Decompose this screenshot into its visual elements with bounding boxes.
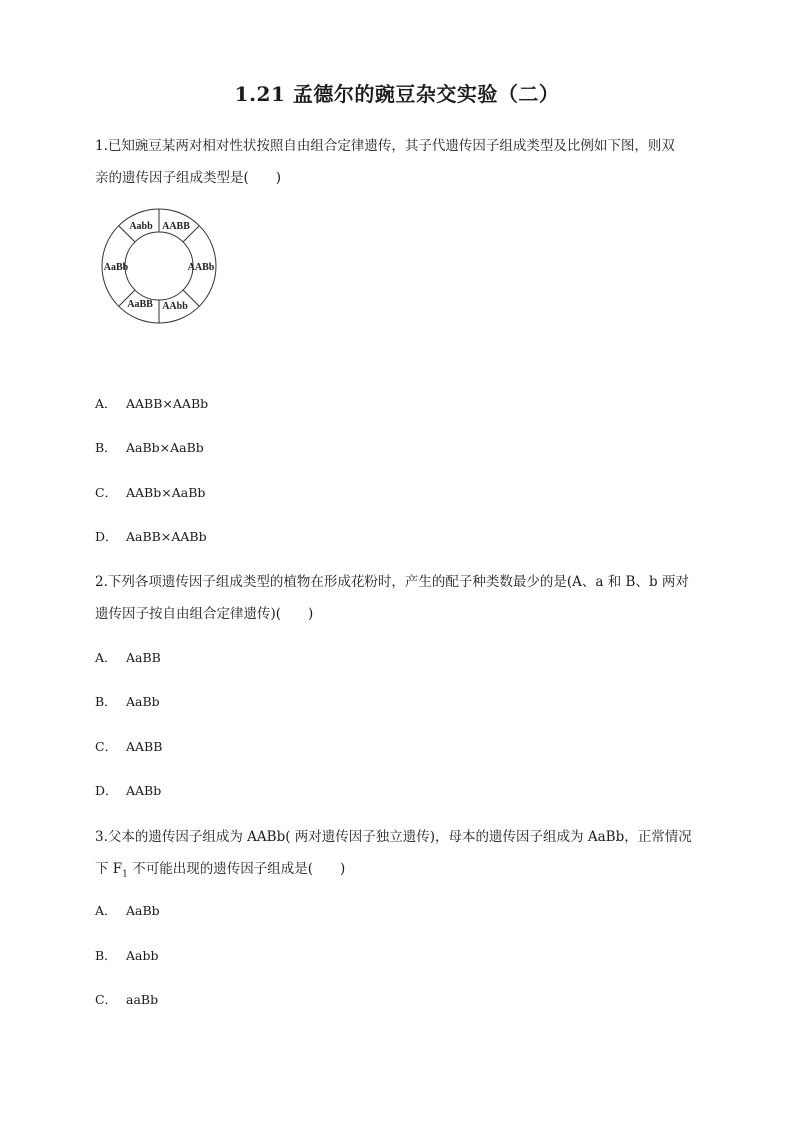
ring-segment-label: AaBb: [103, 262, 129, 273]
q2-stem-line2: 遗传因子按自由组合定律遗传)( ): [95, 606, 314, 622]
q1-stem-line2: 亲的遗传因子组成类型是( ): [95, 170, 282, 186]
q2-option-b[interactable]: B． AaBb: [95, 694, 160, 709]
q2-option-c[interactable]: C． AABB: [95, 739, 163, 754]
q3-option-c[interactable]: C． aaBb: [95, 992, 159, 1007]
page-title: 1.21 孟德尔的豌豆杂交实验（二）: [234, 82, 560, 106]
q2-option-a[interactable]: A． AaBB: [95, 650, 161, 665]
q3-stem-line2: 下 $F_1$ 不可能出现的遗传因子组成是( ): [95, 861, 346, 880]
ring-segment-label: AABb: [187, 262, 215, 273]
ring-segment-label: AABB: [162, 221, 190, 232]
q3-option-a[interactable]: A． AaBb: [95, 903, 160, 918]
q1-option-a[interactable]: A． AABB×AABb: [95, 396, 209, 411]
q2-option-d[interactable]: D． AABb: [95, 783, 162, 798]
ring-segment-label: AaBB: [127, 299, 153, 310]
q1-option-b[interactable]: B． AaBb×AaBb: [95, 440, 204, 455]
q1-option-c[interactable]: C． AABb×AaBb: [95, 485, 206, 500]
q3-option-b[interactable]: B． Aabb: [95, 948, 159, 963]
q3-stem-line1: 3.父本的遗传因子组成为 AABb( 两对遗传因子独立遗传)，母本的遗传因子组成为 AaBb，正常情况: [95, 829, 692, 845]
q1-option-d[interactable]: D． AaBB×AABb: [95, 529, 207, 544]
ring-segment-label: Aabb: [129, 221, 153, 232]
ring-segment-label: AAbb: [162, 301, 188, 312]
genotype-ring-diagram: [100, 205, 220, 325]
q2-stem-line1: 2.下列各项遗传因子组成类型的植物在形成花粉时，产生的配子种类数最少的是(A、a 和 B、b 两对: [95, 574, 689, 590]
q1-stem-line1: 1.已知豌豆某两对相对性状按照自由组合定律遗传，其子代遗传因子组成类型及比例如下图，则双: [95, 138, 675, 154]
